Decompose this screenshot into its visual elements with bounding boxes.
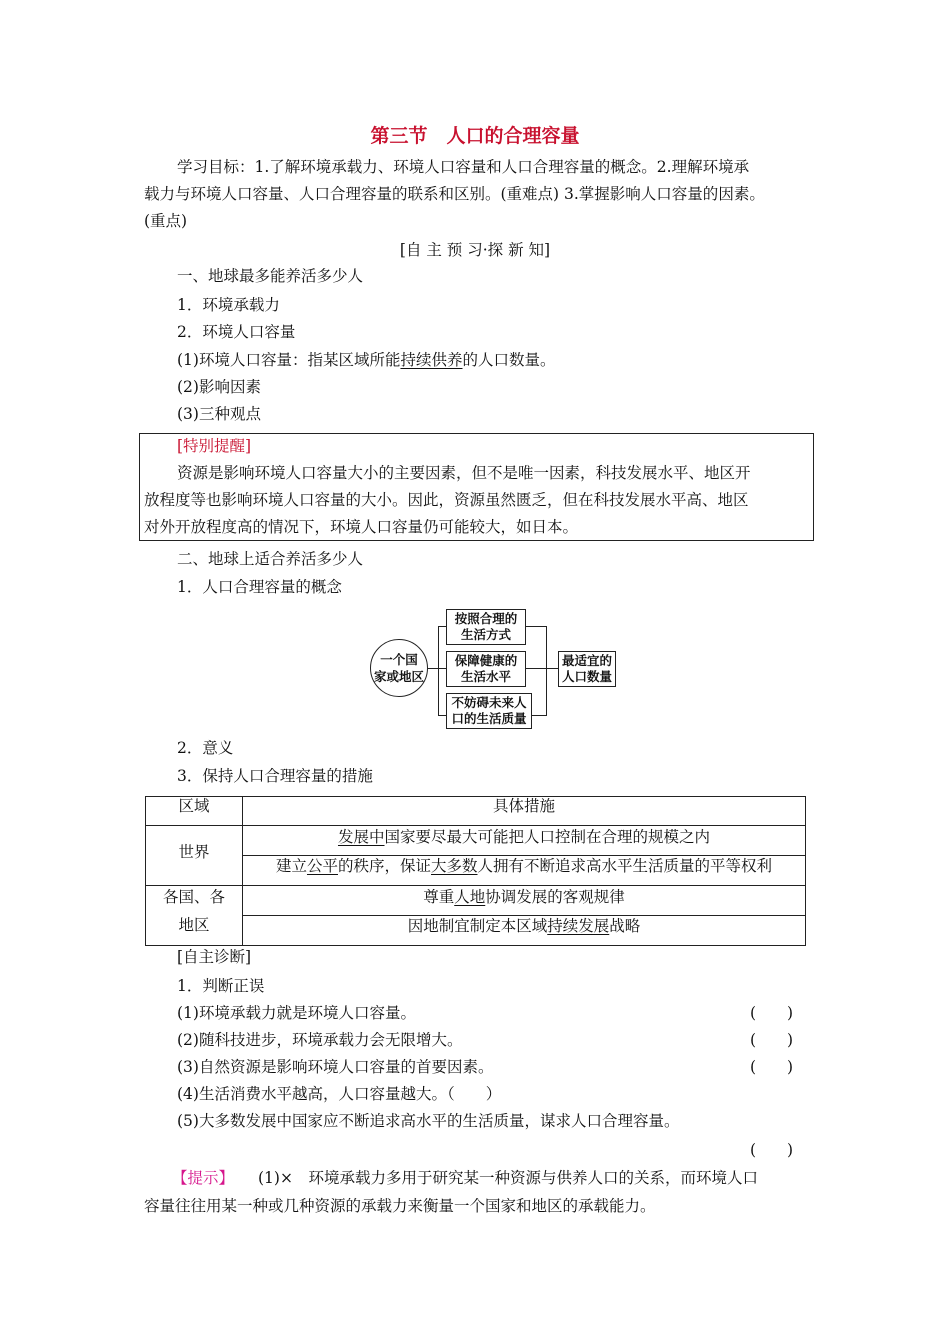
part1-sub-1 bbox=[177, 350, 556, 370]
part2-item-2: 2．意义 bbox=[177, 739, 234, 757]
table-region-countries-1: 各国、各 bbox=[162, 888, 225, 906]
connector-right-1 bbox=[525, 626, 547, 627]
box1-line-2: 生活方式 bbox=[460, 627, 511, 642]
hint-line-1: (1)× 环境承载力多用于研究某一种资源与供养人口的关系，而环境人口 bbox=[258, 1169, 758, 1187]
answer-paren-2[interactable]: ( ) bbox=[750, 1031, 794, 1049]
part1-item-2: 2．环境人口容量 bbox=[177, 323, 296, 341]
world-2-a: 建立 bbox=[275, 857, 307, 875]
diagram-box-lifestyle bbox=[446, 609, 526, 645]
result-line-1: 最适宜的 bbox=[561, 653, 612, 668]
answer-paren-3[interactable]: ( ) bbox=[750, 1058, 794, 1076]
table-countries-measure-2 bbox=[242, 916, 806, 936]
question-5: (5)大多数发展中国家应不断追求高水平的生活质量，谋求人口合理容量。 bbox=[177, 1112, 680, 1130]
table-world-measure-1 bbox=[242, 827, 806, 847]
hint-line-2: 容量往往用某一种或几种资源的承载力来衡量一个国家和地区的承载能力。 bbox=[144, 1197, 656, 1215]
question-1: (1)环境承载力就是环境人口容量。 bbox=[177, 1004, 416, 1022]
diagram-box-result bbox=[558, 651, 616, 687]
part2-heading: 二、地球上适合养活多少人 bbox=[177, 550, 364, 568]
hint-label: 【提示】 bbox=[172, 1169, 235, 1187]
measures-table bbox=[145, 796, 806, 946]
answer-paren-1[interactable]: ( ) bbox=[750, 1004, 794, 1022]
region-circle bbox=[370, 639, 428, 697]
part1-sub-2: (2)影响因素 bbox=[177, 378, 261, 396]
box3-line-1: 不妨碍未来人 bbox=[451, 695, 527, 710]
result-line-2: 人口数量 bbox=[561, 669, 612, 684]
answer-paren-5[interactable]: ( ) bbox=[750, 1141, 794, 1159]
diagram-box-living-standard bbox=[446, 651, 526, 687]
section-header: [自 主 预 习·探 新 知] bbox=[399, 241, 551, 259]
countries-1-a: 尊重 bbox=[423, 888, 455, 906]
circle-line-1: 一个国 bbox=[380, 652, 418, 667]
table-countries-measure-1 bbox=[242, 887, 806, 907]
objectives-line-3: (重点) bbox=[144, 212, 188, 230]
question-2: (2)随科技进步，环境承载力会无限增大。 bbox=[177, 1031, 463, 1049]
part2-item-3: 3．保持人口合理容量的措施 bbox=[177, 767, 373, 785]
page-title: 第三节 人口的合理容量 bbox=[370, 125, 580, 147]
special-note-line-1: 资源是影响环境人口容量大小的主要因素，但不是唯一因素，科技发展水平、地区开 bbox=[177, 464, 751, 482]
connector-right-vertical bbox=[546, 626, 547, 716]
box1-line-1: 按照合理的 bbox=[454, 611, 518, 626]
objectives-line-2: 载力与环境人口容量、人口合理容量的联系和区别。(重难点) 3.掌握影响人口容量的因素。 bbox=[144, 185, 765, 203]
table-region-world: 世界 bbox=[178, 843, 210, 861]
connector-result bbox=[546, 668, 558, 669]
sub1-prefix: (1)环境人口容量：指某区域所能 bbox=[177, 351, 401, 369]
box2-line-1: 保障健康的 bbox=[454, 653, 518, 668]
countries-2-a: 因地制宜制定本区域 bbox=[407, 917, 548, 935]
part2-item-1: 1．人口合理容量的概念 bbox=[177, 578, 342, 596]
countries-2-blank: 持续发展 bbox=[547, 917, 610, 935]
table-region-countries-2: 地区 bbox=[178, 916, 210, 934]
world-2-c: 人拥有不断追求高水平生活质量的平等权利 bbox=[477, 857, 773, 875]
connector-left-vertical bbox=[438, 626, 439, 715]
world-1-blank: 发展中 bbox=[337, 828, 385, 846]
concept-diagram bbox=[370, 606, 620, 732]
question-3: (3)自然资源是影响环境人口容量的首要因素。 bbox=[177, 1058, 494, 1076]
countries-2-b: 战略 bbox=[609, 917, 641, 935]
box3-line-2: 口的生活质量 bbox=[451, 711, 527, 726]
connector-right-2 bbox=[525, 668, 547, 669]
diagram-box-future-quality bbox=[446, 693, 532, 729]
sub1-blank: 持续供养 bbox=[400, 351, 463, 369]
circle-line-2: 家或地区 bbox=[373, 669, 424, 684]
table-header-measures: 具体措施 bbox=[492, 797, 555, 815]
diagnosis-label: [自主诊断] bbox=[177, 948, 252, 966]
part1-heading: 一、地球最多能养活多少人 bbox=[177, 267, 364, 285]
table-world-measure-2 bbox=[242, 856, 806, 876]
diagnosis-item-1: 1．判断正误 bbox=[177, 977, 265, 995]
box2-line-2: 生活水平 bbox=[460, 669, 511, 684]
special-note-label: [特别提醒] bbox=[177, 437, 252, 455]
part1-item-1: 1．环境承载力 bbox=[177, 296, 280, 314]
special-note-line-3: 对外开放程度高的情况下，环境人口容量仍可能较大，如日本。 bbox=[144, 518, 579, 536]
countries-1-blank: 人地 bbox=[454, 888, 486, 906]
objectives-line-1: 学习目标：1.了解环境承载力、环境人口容量和人口合理容量的概念。2.理解环境承 bbox=[177, 158, 750, 176]
world-1-text: 国家要尽最大可能把人口控制在合理的规模之内 bbox=[384, 828, 711, 846]
table-header-region: 区域 bbox=[178, 797, 210, 815]
part1-sub-3: (3)三种观点 bbox=[177, 405, 261, 423]
world-2-blank-2: 大多数 bbox=[431, 857, 478, 875]
sub1-suffix: 的人口数量。 bbox=[462, 351, 556, 369]
question-4: (4)生活消费水平越高，人口容量越大。（ ） bbox=[177, 1085, 502, 1103]
special-note-line-2: 放程度等也影响环境人口容量的大小。因此，资源虽然匮乏，但在科技发展水平高、地区 bbox=[144, 491, 749, 509]
world-2-blank-1: 公平 bbox=[306, 857, 338, 875]
connector-circle bbox=[428, 668, 438, 669]
countries-1-b: 协调发展的客观规律 bbox=[485, 888, 625, 906]
world-2-b: 的秩序，保证 bbox=[337, 857, 431, 875]
